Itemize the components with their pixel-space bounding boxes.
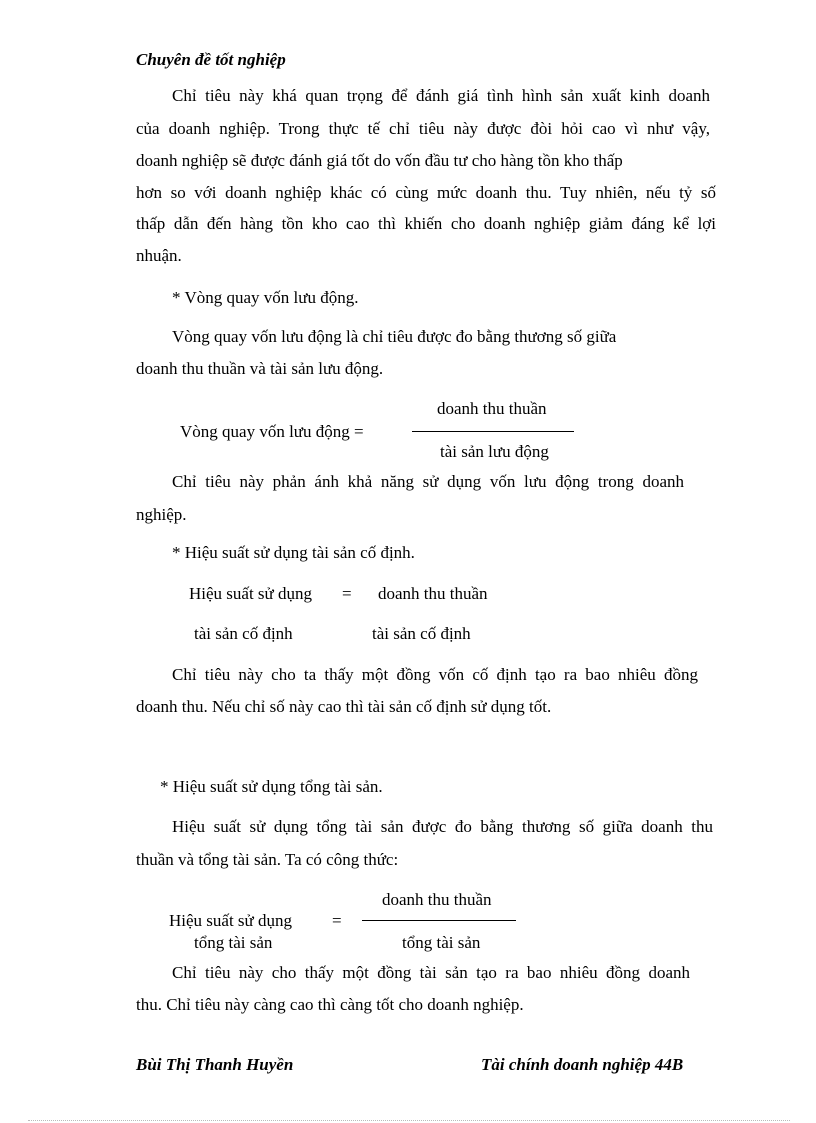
- section-heading: * Vòng quay vốn lưu động.: [172, 288, 359, 307]
- formula-lhs-bottom: tổng tài sản: [194, 933, 273, 952]
- formula-lhs-top: Hiệu suất sử dụng: [169, 911, 293, 930]
- paragraph-line: thuần và tổng tài sản. Ta có công thức:: [136, 850, 399, 869]
- paragraph-line: của doanh nghiệp. Trong thực tế chỉ tiêu này được đòi hỏi cao vì như vậy,: [136, 119, 710, 138]
- footer-author: Bùi Thị Thanh Huyền: [136, 1055, 294, 1074]
- formula-numerator: doanh thu thuần: [382, 890, 492, 909]
- footer-class: Tài chính doanh nghiệp 44B: [481, 1055, 684, 1074]
- formula-lhs: Vòng quay vốn lưu động =: [180, 422, 364, 441]
- section-heading: * Hiệu suất sử dụng tài sản cố định.: [172, 543, 415, 562]
- formula-lhs-bottom: tài sản cố định: [194, 624, 293, 643]
- paragraph-line: hơn so với doanh nghiệp khác có cùng mức doanh thu. Tuy nhiên, nếu tỷ số: [136, 183, 716, 202]
- paragraph-line: doanh nghiệp sẽ được đánh giá tốt do vốn đầu tư cho hàng tồn kho thấp: [136, 151, 623, 170]
- formula-numerator: doanh thu thuần: [437, 399, 547, 418]
- fraction-bar: [412, 431, 574, 432]
- formula-equals: =: [342, 584, 352, 603]
- paragraph-line: doanh thu. Nếu chỉ số này cao thì tài sản cố định sử dụng tốt.: [136, 697, 552, 716]
- formula-denominator: tài sản lưu động: [440, 442, 549, 461]
- paragraph-line: nghiệp.: [136, 505, 187, 524]
- paragraph-line: thu. Chỉ tiêu này càng cao thì càng tốt cho doanh nghiệp.: [136, 995, 524, 1014]
- formula-equals: =: [332, 911, 342, 930]
- formula-denominator: tổng tài sản: [402, 933, 481, 952]
- paragraph-line: Chỉ tiêu này cho ta thấy một đồng vốn cố định tạo ra bao nhiêu đồng: [172, 665, 698, 684]
- page-bottom-divider: [28, 1120, 790, 1121]
- paragraph-line: Chỉ tiêu này cho thấy một đồng tài sản tạo ra bao nhiêu đồng doanh: [172, 963, 690, 982]
- paragraph-line: nhuận.: [136, 246, 182, 265]
- paragraph-line: Chỉ tiêu này phản ánh khả năng sử dụng vốn lưu động trong doanh: [172, 472, 684, 491]
- section-heading: * Hiệu suất sử dụng tổng tài sản.: [160, 777, 383, 796]
- document-header-title: Chuyên đề tốt nghiệp: [136, 50, 286, 69]
- paragraph-line: Hiệu suất sử dụng tổng tài sản được đo bằng thương số giữa doanh thu: [172, 817, 713, 836]
- paragraph-line: doanh thu thuần và tài sản lưu động.: [136, 359, 384, 378]
- formula-lhs-top: Hiệu suất sử dụng: [189, 584, 313, 603]
- formula-numerator: doanh thu thuần: [378, 584, 488, 603]
- paragraph-line: Vòng quay vốn lưu động là chỉ tiêu được đo bằng thương số giữa: [172, 327, 617, 346]
- fraction-bar: [362, 920, 516, 921]
- formula-denominator: tài sản cố định: [372, 624, 471, 643]
- paragraph-line: thấp dẫn đến hàng tồn kho cao thì khiến cho doanh nghiệp giảm đáng kể lợi: [136, 214, 716, 233]
- paragraph-line: Chỉ tiêu này khá quan trọng để đánh giá tình hình sản xuất kinh doanh: [172, 86, 710, 105]
